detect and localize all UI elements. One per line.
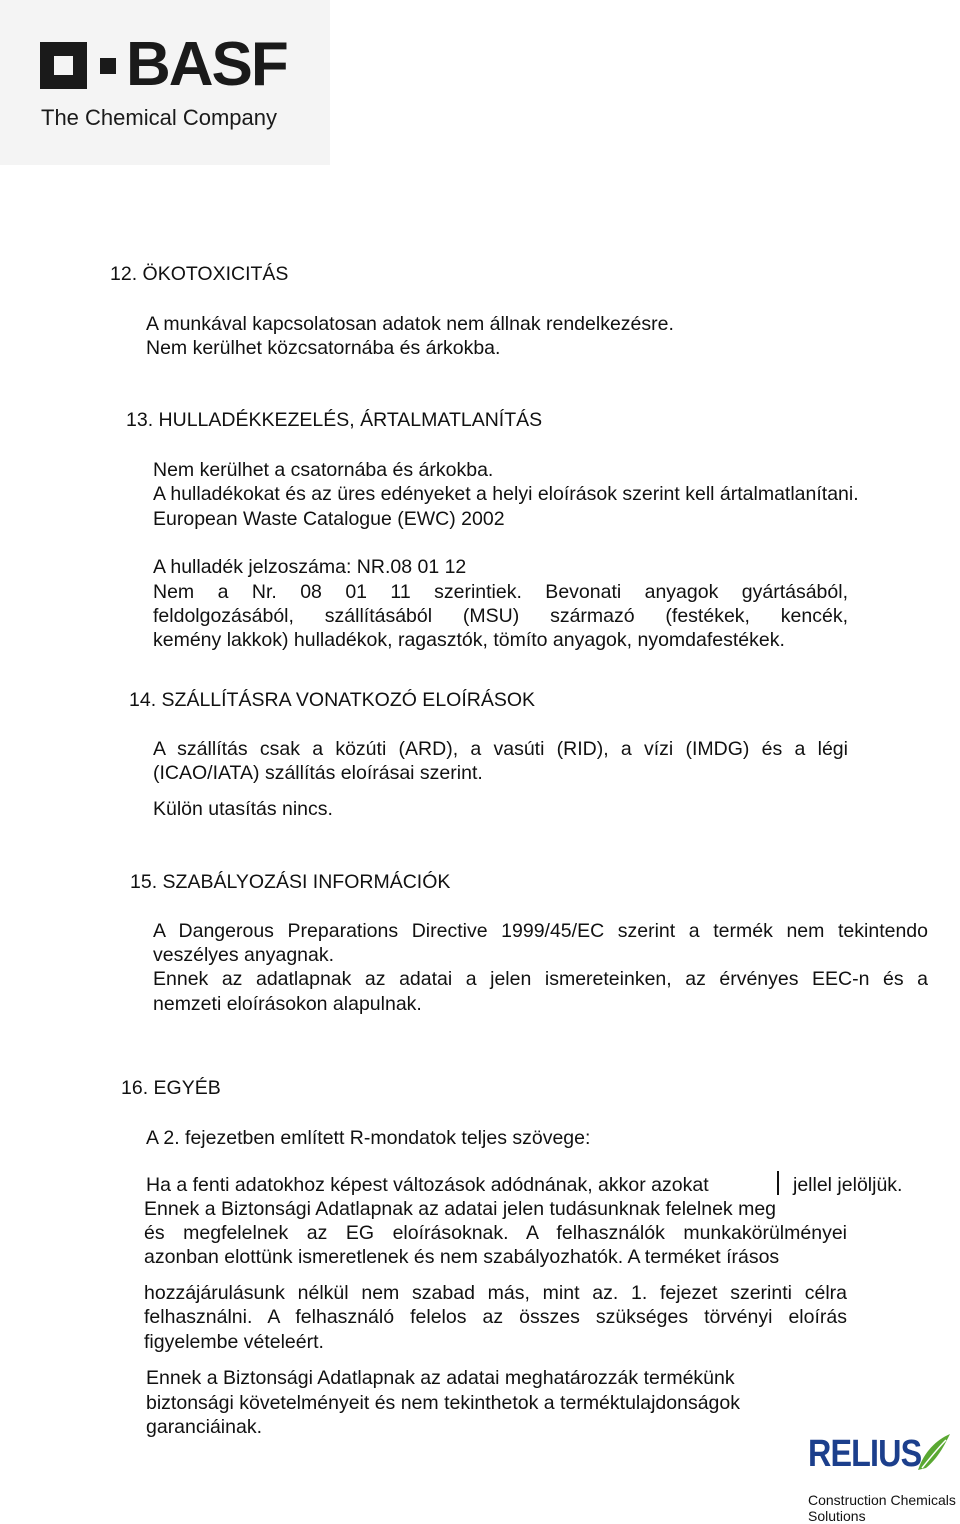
s13-line-4: A hulladék jelzoszáma: NR.08 01 12 [153, 556, 467, 578]
basf-square-mark [40, 42, 87, 89]
s16-line-5: azonban elottünk ismeretlenek és nem szabályozhatók. A terméket írásos [144, 1246, 780, 1268]
s16-line-6: hozzájárulásunk nélkül nem szabad más, mint az. 1. fejezet szerinti célra [144, 1282, 847, 1304]
s12-line-1: A munkával kapcsolatosan adatok nem állnak rendelkezésre. [146, 313, 674, 335]
change-marker-bar [777, 1171, 779, 1195]
section-13-heading: 13. HULLADÉKKEZELÉS, ÁRTALMATLANÍTÁS [126, 409, 543, 431]
s13-line-3: European Waste Catalogue (EWC) 2002 [153, 508, 505, 530]
s14-line-3: Külön utasítás nincs. [153, 798, 333, 820]
s15-line-3: Ennek az adatlapnak az adatai a jelen ismereteinken, az érvényes EEC-n és a [153, 968, 928, 990]
section-15-heading: 15. SZABÁLYOZÁSI INFORMÁCIÓK [130, 871, 451, 893]
s13-line-7: kemény lakkok) hulladékok, ragasztók, tömíto anyagok, nyomdafestékek. [153, 629, 785, 651]
s15-line-4: nemzeti eloírásokon alapulnak. [153, 993, 422, 1015]
s15-line-1: A Dangerous Preparations Directive 1999/45/EC szerint a termék nem tekintendo [153, 920, 928, 942]
basf-dot-mark [100, 58, 116, 74]
s16-line-10: biztonsági követelményeit és nem tekinthetok a terméktulajdonságok [146, 1392, 740, 1414]
s14-line-1: A szállítás csak a közúti (ARD), a vasúti (RID), a vízi (IMDG) és a légi [153, 738, 848, 760]
s16-line-7: felhasználni. A felhasználó felelos az összes szükséges törvényi eloírás [144, 1306, 847, 1328]
relius-logo [808, 1432, 958, 1522]
basf-tagline: The Chemical Company [41, 105, 277, 130]
basf-logo [0, 0, 330, 165]
s13-line-1: Nem kerülhet a csatornába és árkokba. [153, 459, 494, 481]
relius-wordmark: RELIUS [808, 1433, 922, 1475]
section-12-heading: 12. ÖKOTOXICITÁS [110, 263, 289, 285]
section-14-heading: 14. SZÁLLÍTÁSRA VONATKOZÓ ELOÍRÁSOK [129, 689, 536, 711]
s15-line-2: veszélyes anyagnak. [153, 944, 335, 966]
section-16-heading: 16. EGYÉB [121, 1077, 221, 1099]
s16-line-8: figyelembe vételeért. [144, 1331, 324, 1353]
s13-line-6: feldolgozásából, szállításából (MSU) származó (festékek, kencék, [153, 605, 848, 627]
s16-line-4: és megfelelnek az EG eloírásoknak. A felhasználók munkakörülményei [144, 1222, 847, 1244]
s12-line-2: Nem kerülhet közcsatornába és árkokba. [146, 337, 501, 359]
s13-line-2: A hulladékokat és az üres edényeket a helyi eloírások szerint kell ártalmatlanítani. [153, 483, 859, 505]
s16-line-3: Ennek a Biztonsági Adatlapnak az adatai jelen tudásunknak felelnek meg [144, 1198, 777, 1220]
s14-line-2: (ICAO/IATA) szállítás eloírásai szerint. [153, 762, 483, 784]
s16-line-2a: Ha a fenti adatokhoz képest változások adódnának, akkor azokat [146, 1174, 709, 1196]
basf-wordmark: BASF [126, 30, 287, 99]
s16-line-9: Ennek a Biztonsági Adatlapnak az adatai meghatározzák termékünk [146, 1367, 735, 1389]
leaf-icon [916, 1432, 952, 1472]
relius-subtitle-2: Solutions [808, 1508, 866, 1524]
s16-line-1: A 2. fejezetben említett R-mondatok teljes szövege: [146, 1127, 591, 1149]
s16-line-11: garanciáinak. [146, 1416, 262, 1438]
relius-subtitle-1: Construction Chemicals [808, 1492, 956, 1508]
s16-line-2b: jellel jelöljük. [793, 1174, 903, 1196]
s13-line-5: Nem a Nr. 08 01 11 szerintiek. Bevonati anyagok gyártásából, [153, 581, 848, 603]
